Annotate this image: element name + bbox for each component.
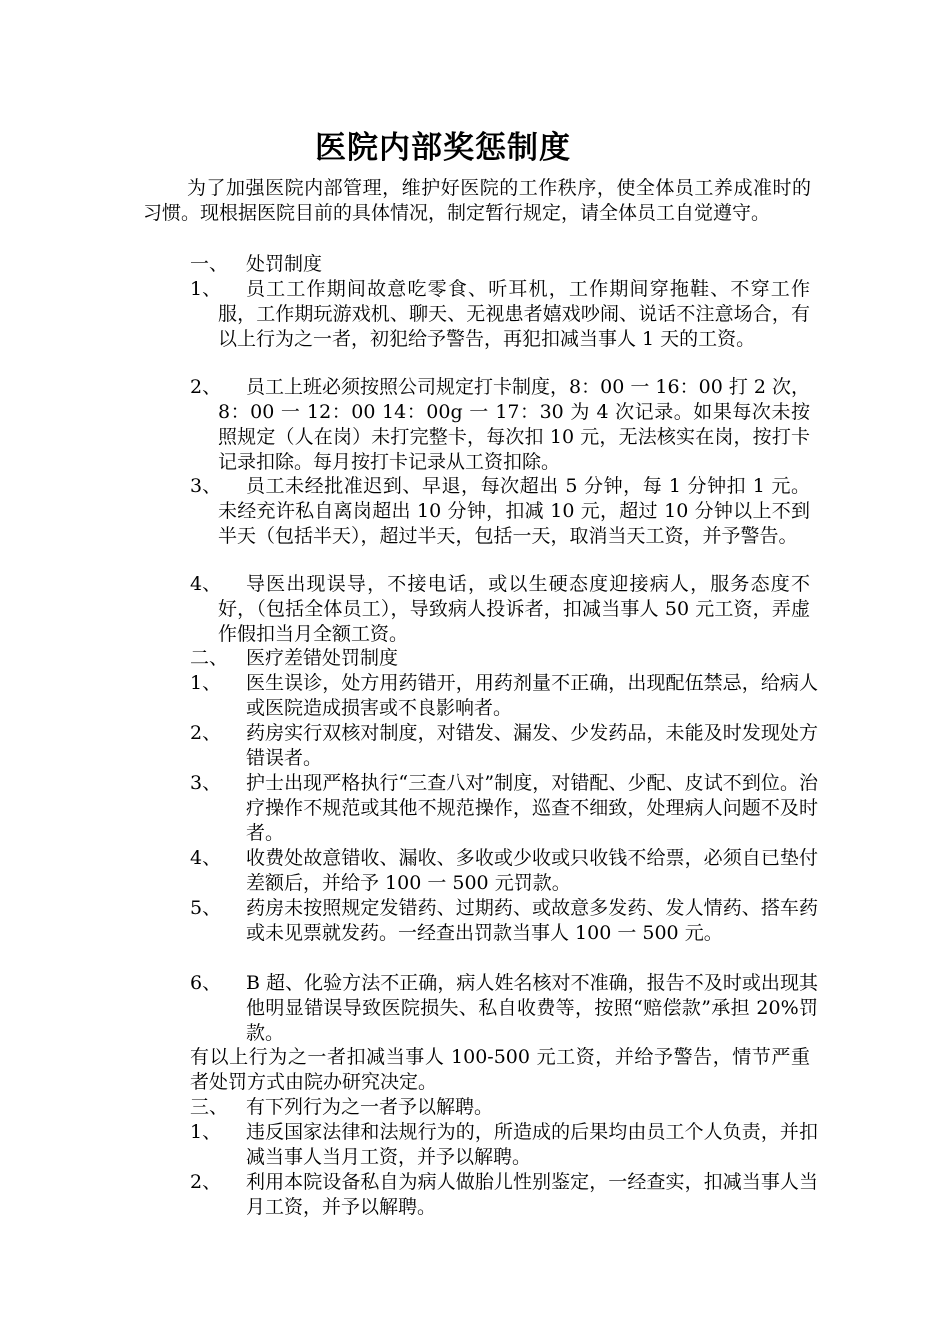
item-number: 6、 bbox=[190, 972, 222, 994]
item-text: 员工工作期间故意吃零食、听耳机，工作期间穿拖鞋、不穿工作服，工作期玩游戏机、聊天、无视患者嬉戏吵闹、说话不注意场合，有以上行为之一者，初犯给予警告，再犯扣减当事人 1 天的工资。 bbox=[218, 278, 810, 350]
item-number: 4、 bbox=[190, 573, 222, 595]
item-number: 1、 bbox=[190, 672, 222, 694]
item-text: 护士出现严格执行“三查八对”制度，对错配、少配、皮试不到位。治疗操作不规范或其他不规范操作，巡查不细致，处理病人问题不及时者。 bbox=[246, 772, 818, 844]
section-number: 一、 bbox=[190, 253, 229, 275]
item-text: 利用本院设备私自为病人做胎儿性别鉴定，一经查实，扣减当事人当月工资，并予以解聘。 bbox=[246, 1171, 818, 1218]
item-text: B 超、化验方法不正确，病人姓名核对不准确，报告不及时或出现其他明显错误导致医院损失、私自收费等，按照“赔偿款”承担 20%罚款。 bbox=[246, 972, 818, 1044]
item-number: 3、 bbox=[190, 772, 222, 794]
document-title: 医院内部奖惩制度 bbox=[315, 130, 571, 166]
item-number: 1、 bbox=[190, 278, 222, 300]
section-title: 处罚制度 bbox=[246, 253, 323, 275]
section-heading-2 bbox=[190, 646, 830, 671]
item-text: 员工未经批准迟到、早退，每次超出 5 分钟，每 1 分钟扣 1 元。未经充许私自离岗超出 10 分钟，扣减 10 元，超过 10 分钟以上不到半天（包括半天），超过半天，包括一天，取消当天工资，并予警告。 bbox=[218, 475, 810, 547]
item-number: 4、 bbox=[190, 847, 222, 869]
item-number: 2、 bbox=[190, 376, 222, 398]
section-title: 医疗差错处罚制度 bbox=[246, 647, 399, 669]
item-number: 3、 bbox=[190, 475, 222, 497]
section-heading-3 bbox=[190, 1095, 830, 1120]
item-number: 5、 bbox=[190, 897, 222, 919]
item-text: 药房实行双核对制度，对错发、漏发、少发药品，未能及时发现处方错误者。 bbox=[246, 722, 818, 769]
item-text: 员工上班必须按照公司规定打卡制度，8：00 一 16：00 打 2 次，8：00 一 12：00 14：00g 一 17：30 为 4 次记录。如果每次未按照规定（人在岗）未打完整卡，每次扣 10 元，无法核实在岗，按打卡记录扣除。每月按打卡记录从工资扣除。 bbox=[218, 376, 810, 473]
section-heading-1 bbox=[190, 252, 830, 277]
item-number: 1、 bbox=[190, 1121, 222, 1143]
intro-paragraph: 为了加强医院内部管理，维护好医院的工作秩序，使全体员工养成准时的习惯。现根据医院目前的具体情况，制定暂行规定，请全体员工自觉遵守。 bbox=[143, 177, 811, 224]
item-text: 收费处故意错收、漏收、多收或少收或只收钱不给票，必须自已垫付差额后，并给予 100 一 500 元罚款。 bbox=[246, 847, 818, 894]
item-text: 导医出现误导，不接电话，或以生硬态度迎接病人，服务态度不好，（包括全体员工），导致病人投诉者，扣减当事人 50 元工资，弄虚作假扣当月全额工资。 bbox=[218, 573, 810, 645]
item-text: 药房未按照规定发错药、过期药、或故意多发药、发人情药、搭车药或未见票就发药。一经查出罚款当事人 100 一 500 元。 bbox=[246, 897, 818, 944]
section-number: 三、 bbox=[190, 1096, 229, 1118]
item-text: 医生误诊，处方用药错开，用药剂量不正确，出现配伍禁忌，给病人或医院造成损害或不良影响者。 bbox=[246, 672, 818, 719]
section-number: 二、 bbox=[190, 647, 229, 669]
item-number: 2、 bbox=[190, 722, 222, 744]
item-number: 2、 bbox=[190, 1171, 222, 1193]
item-text: 违反国家法律和法规行为的，所造成的后果均由员工个人负责，并扣减当事人当月工资，并予以解聘。 bbox=[246, 1121, 818, 1168]
section-title: 有下列行为之一者予以解聘。 bbox=[246, 1096, 494, 1118]
closing-paragraph: 有以上行为之一者扣减当事人 100-500 元工资，并给予警告，情节严重者处罚方式由院办研究决定。 bbox=[190, 1046, 810, 1093]
